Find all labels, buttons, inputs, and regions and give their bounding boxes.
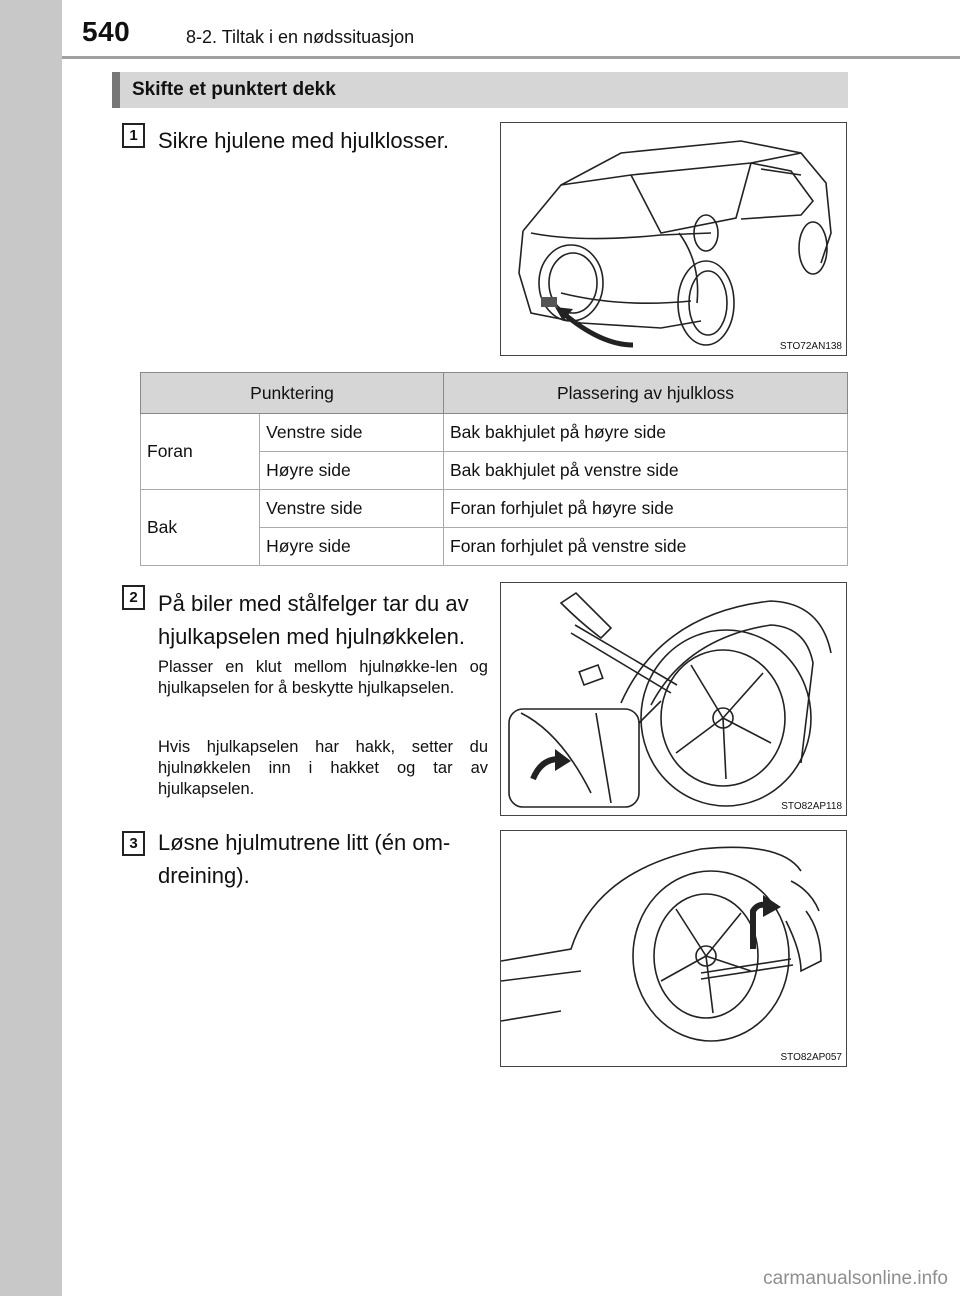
table-placement-cell: Foran forhjulet på høyre side <box>444 490 848 528</box>
table-side-cell: Høyre side <box>260 528 444 566</box>
table-placement-cell: Bak bakhjulet på venstre side <box>444 452 848 490</box>
table-header-cell: Punktering <box>141 373 444 414</box>
figure-remove-hubcap <box>500 582 847 816</box>
table-placement-cell: Bak bakhjulet på høyre side <box>444 414 848 452</box>
step-2-note-1: Plasser en klut mellom hjulnøkke-len og hjulkapselen for å beskytte hjulkapselen. <box>158 658 488 697</box>
figure-code: STO72AN138 <box>779 341 842 352</box>
step-2-text-line-1: På biler med stålfelger tar du av <box>158 591 469 616</box>
step-3-text <box>158 826 488 892</box>
table-side-cell: Venstre side <box>260 490 444 528</box>
step-2-note-2: Hvis hjulkapselen har hakk, setter du hjulnøkkelen inn i hakket og tar av hjulkapselen. <box>158 738 488 798</box>
step-1-badge: 1 <box>122 123 145 148</box>
table-placement-cell: Foran forhjulet på venstre side <box>444 528 848 566</box>
figure-code: STO82AP118 <box>781 801 842 812</box>
chapter-title: 8-2. Tiltak i en nødssituasjon <box>186 27 415 47</box>
step-2-text-line-2: hjulkapselen med hjulnøkkelen. <box>158 624 465 649</box>
step-3-text-line-2: dreining). <box>158 863 250 888</box>
figure-code: STO82AP057 <box>780 1052 842 1063</box>
table-header-cell: Plassering av hjulkloss <box>444 373 848 414</box>
table-group-cell: Bak <box>141 490 260 566</box>
table-row <box>141 414 848 452</box>
page-margin-band <box>0 0 62 1296</box>
step-2-text <box>158 587 488 653</box>
hubcap-illustration <box>501 583 846 815</box>
table-row <box>141 490 848 528</box>
page-number: 540 <box>82 16 131 47</box>
table-header-row <box>141 373 848 414</box>
figure-loosen-nuts <box>500 830 847 1067</box>
figure-wheel-chocks <box>500 122 847 356</box>
car-front-illustration <box>501 123 846 355</box>
header-rule <box>62 56 960 59</box>
wheel-nut-illustration <box>501 831 846 1066</box>
table-side-cell: Venstre side <box>260 414 444 452</box>
section-heading <box>112 72 848 108</box>
step-3-badge: 3 <box>122 831 145 856</box>
table-side-cell: Høyre side <box>260 452 444 490</box>
section-title: Skifte et punktert dekk <box>132 79 336 100</box>
table-group-cell: Foran <box>141 414 260 490</box>
step-3-text-line-1: Løsne hjulmutrene litt (én om- <box>158 830 451 855</box>
wheel-chock-table <box>140 372 848 566</box>
step-2-badge: 2 <box>122 585 145 610</box>
watermark: carmanualsonline.info <box>763 1268 948 1289</box>
step-1-text: Sikre hjulene med hjulklosser. <box>158 128 450 153</box>
